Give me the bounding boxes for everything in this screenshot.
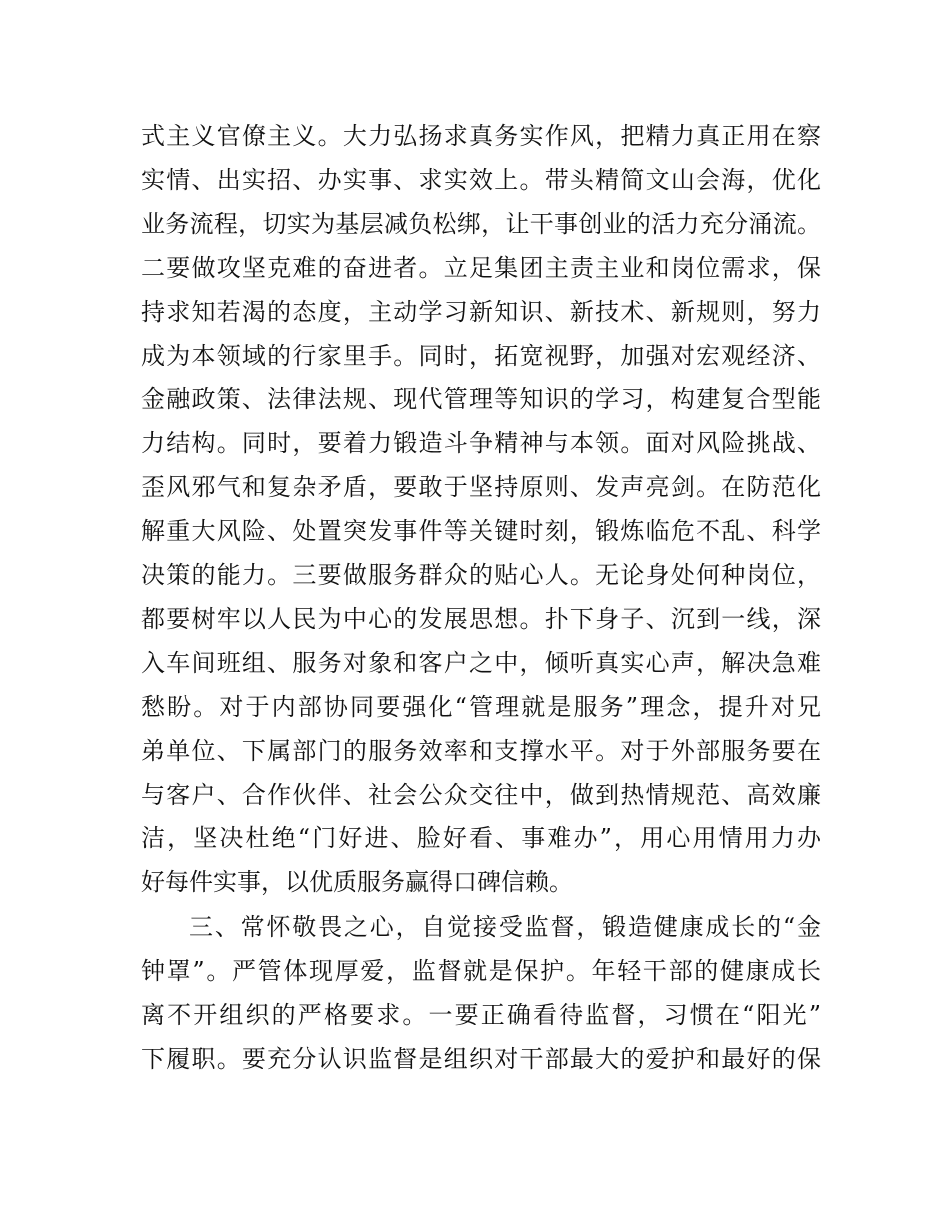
text-line: 二要做攻坚克难的奋进者。立足集团主责主业和岗位需求，保 <box>141 253 821 282</box>
text-line: 解重大风险、处置突发事件等关键时刻，锻炼临危不乱、科学 <box>141 517 821 546</box>
text-line: 力结构。同时，要着力锻造斗争精神与本领。面对风险挑战、 <box>141 429 821 458</box>
text-line: 弟单位、下属部门的服务效率和支撑水平。对于外部服务要在 <box>141 736 821 765</box>
text-line: 好每件实事，以优质服务赢得口碑信赖。 <box>141 868 573 897</box>
text-line: 下履职。要充分认识监督是组织对干部最大的爱护和最好的保 <box>141 1044 821 1073</box>
text-line: 决策的能力。三要做服务群众的贴心人。无论身处何种岗位， <box>141 561 821 589</box>
text-line: 愁盼。对于内部协同要强化“管理就是服务”理念，提升对兄 <box>141 692 821 721</box>
text-line: 与客户、合作伙伴、社会公众交往中，做到热情规范、高效廉 <box>141 780 821 809</box>
text-line: 钟罩”。严管体现厚爱，监督就是保护。年轻干部的健康成长 <box>141 956 821 985</box>
text-line: 持求知若渴的态度，主动学习新知识、新技术、新规则，努力 <box>141 297 821 326</box>
text-line: 成为本领域的行家里手。同时，拓宽视野，加强对宏观经济、 <box>141 341 821 370</box>
text-line: 离不开组织的严格要求。一要正确看待监督，习惯在“阳光” <box>141 1000 821 1029</box>
text-line: 都要树牢以人民为中心的发展思想。扑下身子、沉到一线，深 <box>141 604 821 633</box>
text-line: 式主义官僚主义。大力弘扬求真务实作风，把精力真正用在察 <box>141 122 821 150</box>
text-line: 业务流程，切实为基层减负松绑，让干事创业的活力充分涌流。 <box>141 209 821 238</box>
text-line: 实情、出实招、办实事、求实效上。带头精简文山会海，优化 <box>141 165 821 194</box>
text-line: 歪风邪气和复杂矛盾，要敢于坚持原则、发声亮剑。在防范化 <box>141 473 821 502</box>
text-line: 金融政策、法律法规、现代管理等知识的学习，构建复合型能 <box>141 385 821 414</box>
text-line: 洁，坚决杜绝“门好进、脸好看、事难办”，用心用情用力办 <box>141 824 821 853</box>
text-line: 入车间班组、服务对象和客户之中，倾听真实心声，解决急难 <box>141 648 821 677</box>
text-line: 三、常怀敬畏之心，自觉接受监督，锻造健康成长的“金 <box>189 913 821 941</box>
